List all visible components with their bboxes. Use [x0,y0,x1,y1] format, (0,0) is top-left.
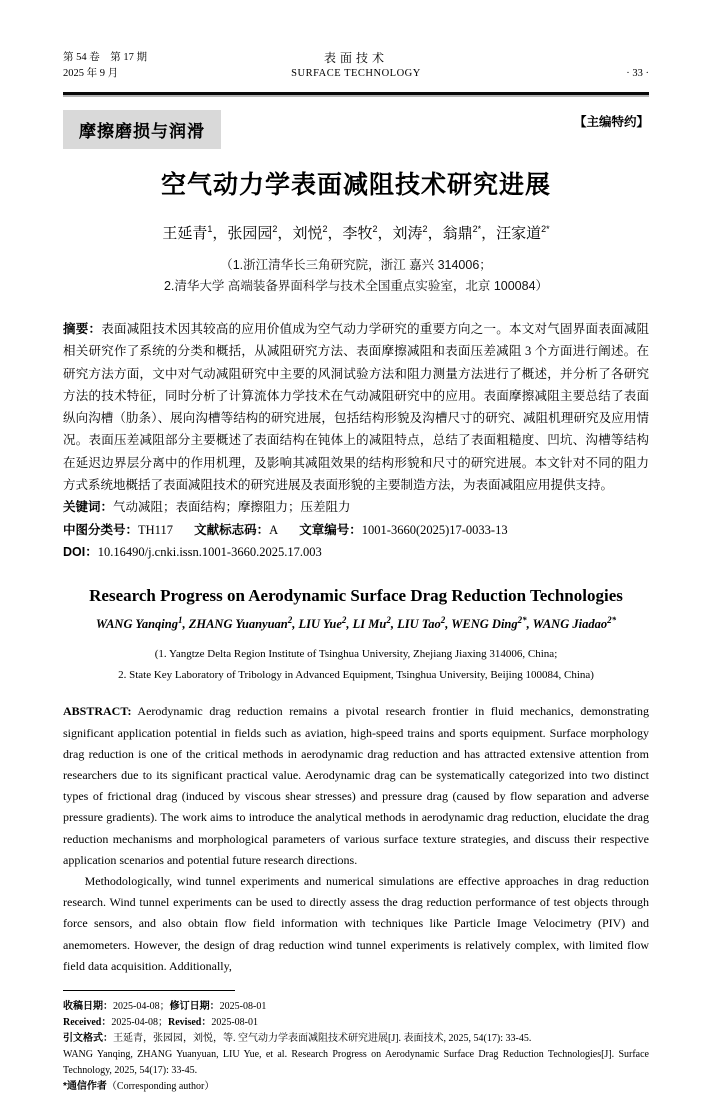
revised-date-cn: 2025-08-01 [219,1001,267,1013]
article-no-value: 1001-3660(2025)17-0033-13 [361,522,508,537]
corresponding-author-line [63,1079,649,1094]
column-row [63,110,649,149]
abstract-en-paragraph-1 [63,701,649,871]
revised-label-en: Revised： [168,1017,212,1029]
keywords-text: 气动减阻；表面结构；摩擦阻力；压差阻力 [113,500,351,515]
clc-value: TH117 [138,522,173,537]
citation-text-cn: 王延青，张园园，刘悦，等. 空气动力学表面减阻技术研究进展[J]. 表面技术, 2025, 54(17): 33-45. [113,1033,532,1045]
authors-cn: 王延青$^1$，张园园$^2$，刘悦$^2$，李牧$^2$，刘涛$^2$，翁鼎$^{2*}$，汪家道$^{2*}$ [162,224,550,242]
classification-line [63,519,649,541]
affiliation-cn-1: （1.浙江清华长三角研究院，浙江 嘉兴 314006； [220,258,492,272]
abstract-cn-text: 表面减阻技术因其较高的应用价值成为空气动力学研究的重要方向之一。本文对气固界面表面减阻相关研究作了系统的分类和概括，从减阻研究方法、表面摩擦减阻和表面压差减阻 3 个方面进行阐述。在研究方法方面，文中对气动减阻研究中主要的风洞试验方法和阻力测量方法进行了概述，并分析了各研究方法的技术特征，同时分析了计算流体力学技术在气动减阻研究中的应用。表面摩擦减阻主要总结了表面纵向沟槽（肋条）、展向沟槽等结构的研究进展，包括结构形貌及沟槽尺寸的研究、减阻机理研究及应用情况。表面压差减阻部分主要概述了表面结构在钝体上的减阻特点，总结了表面粗糙度、凹坑、沟槽等结构在延迟边界层分离中的作用机理，及影响其减阻效果的结构形貌和尺寸的研究进展。本文针对不同的阻力方式系统地概括了表面减阻技术的研究进展及表面形貌的主要制造方法，为表面减阻应用提供支持。 [63,322,649,493]
doc-code-item [194,523,278,537]
citation-label: 引文格式： [63,1033,113,1045]
abstract-en-text-1: Aerodynamic drag reduction remains a pivotal research frontier in fluid mechanics, demonstrating significant application potential in fields such as aviation, high-speed trains and sports equipment. Surface morphology drag reduction is one of the critical methods in aerodynamic drag reduction and has attracted extensive attention from researchers due to its significant practical value. Aerodynamic drag can be systematically categorized into two distinct types of frictional drag (induced by viscous shear stresses) and pressure drag (caused by flow separation and adverse pressure gradients). The work aims to introduce the analytical methods in aerodynamic drag reduction, elucidate the drag reduction mechanisms and morphological parameters of various surface texture strategies, and discuss their respective application scenarios and potential future research directions. [63,704,649,867]
affiliation-cn-2: 2.清华大学 高端装备界面科学与技术全国重点实验室，北京 100084） [163,279,549,293]
journal-name [223,50,489,82]
received-label-cn: 收稿日期： [63,1001,113,1013]
doc-code-value: A [269,522,279,537]
footnote-divider [63,990,235,991]
received-line-cn [63,999,649,1015]
article-no-label: 文章编号： [299,522,362,537]
issue-info [63,50,223,82]
revised-label-cn: 修订日期： [169,1001,220,1013]
citation-line-en: WANG Yanqing, ZHANG Yuanyuan, LIU Yue, et al. Research Progress on Aerodynamic Surface Drag Reduction Technologies[J]. Surface Technology, 2025, 54(17): 33-45. [63,1049,649,1076]
running-head [63,0,649,82]
revised-date-en: 2025-08-01 [211,1017,259,1029]
affiliations-en [63,644,649,686]
abstract-en-paragraph-2: Methodologically, wind tunnel experiments and numerical simulations are effective approaches in drag reduction research. Wind tunnel experiments can be used to directly assess the drag reduction performance of test objects through force sensors, and also obtain flow field information with techniques like Particle Image Velocimetry (PIV) and anemometers. However, the design of drag reduction wind tunnel experiments is relatively complex, with limited flow field data acquisition. Additionally, [63,874,649,973]
journal-name-cn: 表面技术 [323,51,388,65]
doc-code-label: 文献标志码： [194,522,270,537]
journal-name-en: SURFACE TECHNOLOGY [291,68,421,79]
abstract-en-label: ABSTRACT: [63,704,132,719]
doi-value: 10.16490/j.cnki.issn.1001-3660.2025.17.003 [97,544,322,559]
received-line-en [63,1015,649,1031]
clc-label: 中图分类号： [63,522,139,537]
keywords-cn [63,496,649,518]
clc-item [63,523,173,537]
doi-line [63,541,649,563]
issue-date: 2025 年 9 月 [63,68,119,79]
article-no-item [299,523,507,537]
editor-special-tag: 【主编特约】 [573,115,649,129]
volume-issue: 第 54 卷 第 17 期 [63,52,147,63]
corresponding-label: *通信作者 [63,1080,107,1092]
page-number: · 33 · [626,68,649,79]
article-title-en: Research Progress on Aerodynamic Surface Drag Reduction Technologies [89,586,623,606]
doi-label: DOI： [63,544,98,559]
received-label-en: Received： [63,1017,112,1029]
authors-en: WANG Yanqing$^1$, ZHANG Yuanyuan$^2$, LIU Yue$^2$, LI Mu$^2$, LIU Tao$^2$, WENG Ding$^{2*}$, WANG Jiadao$^{2*}$ [95,615,617,632]
section-badge: 摩擦磨损与润滑 [63,110,221,149]
received-date-cn: 2025-04-08； [113,1001,170,1013]
affiliations-cn [63,255,649,297]
abstract-cn [63,318,649,563]
abstract-cn-label: 摘要： [63,322,102,336]
header-double-rule [63,92,649,97]
citation-line-cn [63,1031,649,1047]
affiliation-en-1: (1. Yangtze Delta Region Institute of Tsinghua University, Zhejiang Jiaxing 314006, China; [154,648,558,661]
article-title-cn: 空气动力学表面减阻技术研究进展 [160,171,551,199]
received-date-en: 2025-04-08； [111,1017,168,1029]
abstract-en [63,701,649,977]
keywords-label: 关键词： [63,500,114,515]
affiliation-en-2: 2. State Key Laboratory of Tribology in Advanced Equipment, Tsinghua University, Beijing 100084, China) [118,669,594,682]
corresponding-en: （Corresponding author） [106,1080,215,1092]
footnote-block [63,999,649,1094]
